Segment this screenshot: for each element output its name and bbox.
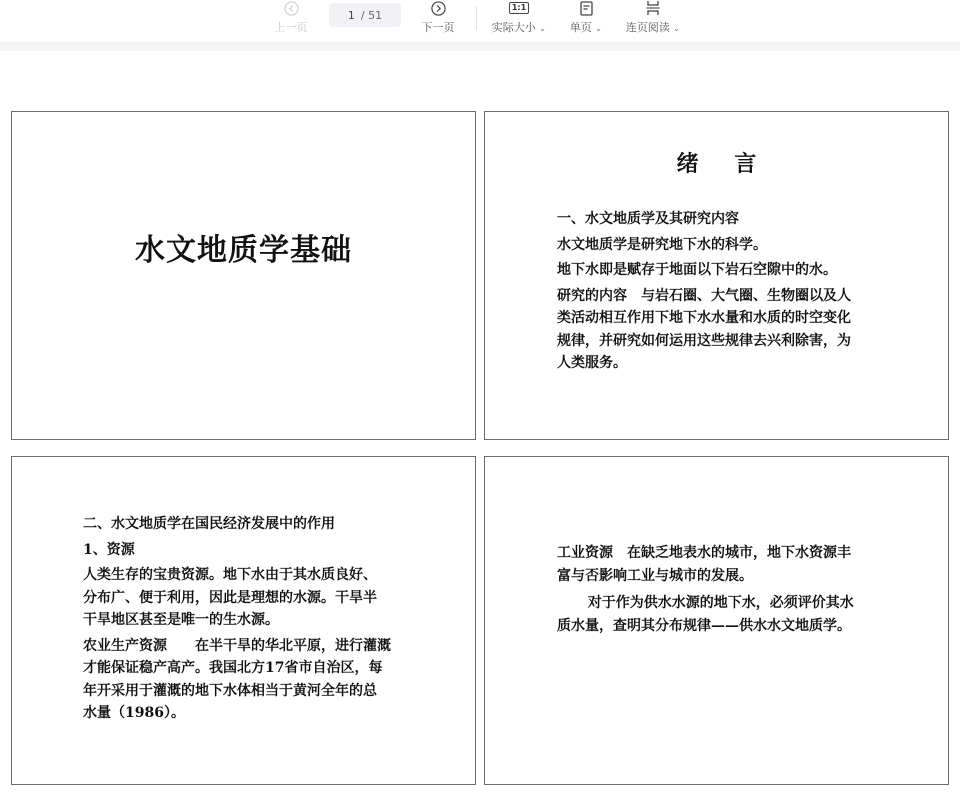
slide-thumbnail-2[interactable] [484, 111, 949, 440]
slide-line: 富与否影响工业与城市的发展。 [557, 567, 753, 584]
slide-thumbnail-3[interactable] [11, 456, 476, 785]
chevron-down-icon: ⌄ [538, 24, 547, 34]
continuous-reading-label: 连页阅读 [625, 21, 670, 34]
slide-line: 规律，并研究如何运用这些规律去兴利除害，为 [557, 332, 851, 349]
slide-body [83, 513, 423, 725]
continuous-pages-icon [646, 0, 660, 16]
slide-line: 农业生产资源 在半干旱的华北平原，进行灌溉 [83, 637, 391, 654]
continuous-reading-button[interactable] [623, 0, 683, 40]
toolbar-divider [476, 6, 477, 30]
slide-line: 工业资源 在缺乏地表水的城市，地下水资源丰 [557, 545, 851, 561]
slide-title: 水文地质学基础 [135, 233, 352, 268]
slide-line: 二、水文地质学在国民经济发展中的作用 [83, 516, 335, 532]
single-page-button[interactable] [566, 0, 606, 40]
actual-size-icon [509, 0, 529, 16]
slide-line: 水文地质学是研究地下水的科学。 [557, 236, 767, 253]
slide-body [557, 208, 892, 375]
slide-line: 年开采用于灌溉的地下水体相当于黄河全年的总 [83, 682, 377, 699]
slide-line: 分布广、便于利用，因此是理想的水源。干旱半 [83, 589, 377, 606]
slide-line: 人类服务。 [557, 355, 627, 371]
slide-line: 研究的内容 与岩石圈、大气圈、生物圈以及人 [557, 287, 851, 304]
next-page-label: 下一页 [421, 21, 455, 34]
viewer-toolbar [0, 0, 960, 42]
actual-size-icon-text: 1:1 [509, 2, 529, 14]
slide-line: 人类生存的宝贵资源。地下水由于其水质良好、 [83, 567, 377, 583]
slide-line: 对于作为供水水源的地下水，必须评价其水 [587, 595, 854, 611]
slide-line: 质水量，查明其分布规律——供水水文地质学。 [557, 617, 851, 634]
slide-title: 绪 言 [676, 151, 771, 177]
single-page-icon [580, 0, 593, 16]
page-number-input[interactable] [329, 3, 401, 27]
chevron-down-icon: ⌄ [672, 24, 681, 34]
slide-line: 地下水即是赋存于地面以下岩石空隙中的水。 [557, 262, 837, 278]
next-page-button[interactable] [418, 0, 458, 40]
slide-line: 一、水文地质学及其研究内容 [557, 211, 739, 227]
slide-body [557, 542, 892, 637]
chevron-left-circle-icon [284, 0, 299, 16]
slide-line: 1、资源 [83, 541, 135, 558]
prev-page-label: 上一页 [274, 21, 308, 34]
slide-line: 干旱地区甚至是唯一的生水源。 [83, 612, 279, 628]
actual-size-button[interactable] [488, 0, 550, 40]
slide-line: 才能保证稳产高产。我国北方17省市自治区，每 [83, 660, 383, 676]
slide-line: 类活动相互作用下地下水水量和水质的时空变化 [557, 310, 851, 326]
total-pages: / 51 [360, 8, 383, 22]
current-page: 1 [347, 8, 355, 22]
slide-thumbnail-4[interactable] [484, 456, 949, 785]
chevron-right-circle-icon [431, 0, 446, 16]
chevron-down-icon: ⌄ [594, 24, 603, 34]
toolbar-bottom-strip [0, 42, 960, 51]
actual-size-label: 实际大小 [491, 21, 536, 34]
single-page-label: 单页 [569, 21, 592, 34]
prev-page-button[interactable] [271, 0, 311, 40]
slide-line: 水量（1986）。 [83, 705, 185, 721]
slide-thumbnail-1[interactable] [11, 111, 476, 440]
